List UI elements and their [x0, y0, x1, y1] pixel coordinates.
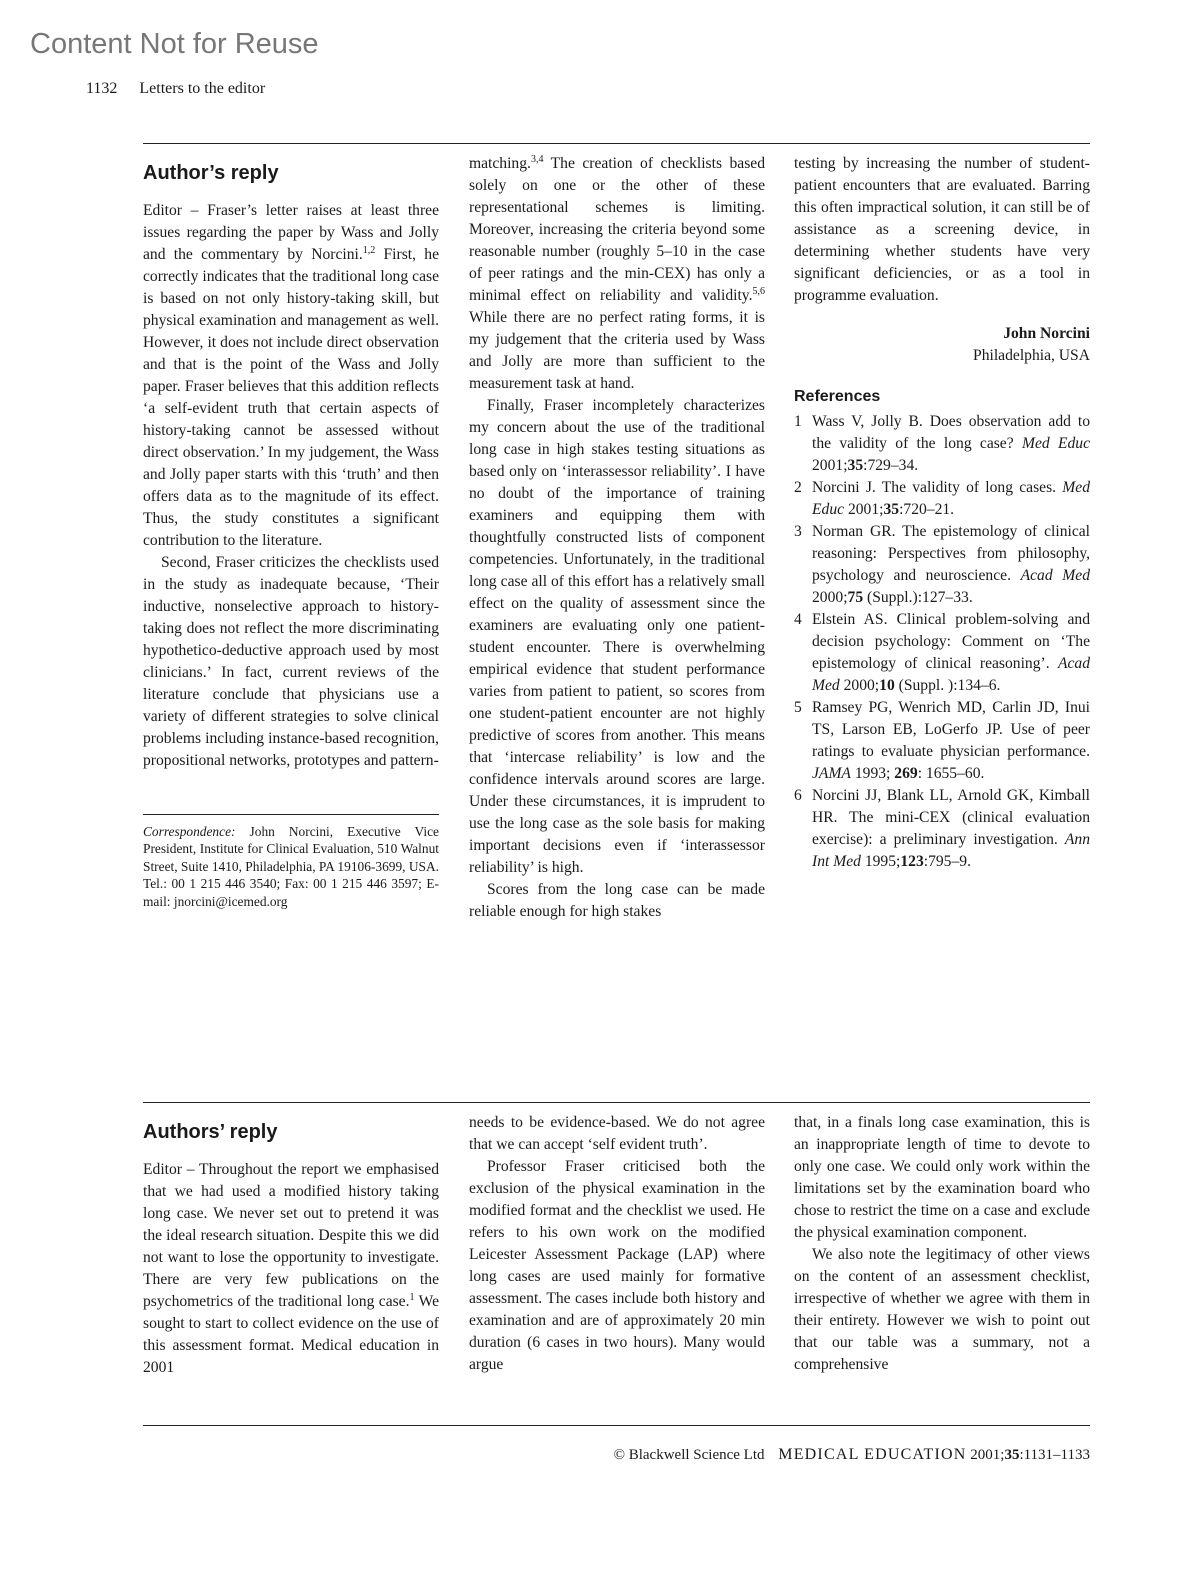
signature-name: John Norcini [1003, 325, 1090, 342]
reference-item: 2 Norcini J. The validity of long cases. Med Educ 2001;35:720–21. [794, 479, 1090, 518]
top-rule [143, 143, 1090, 144]
letter2-heading: Authors’ reply [143, 1121, 278, 1143]
letter2-col2-paragraph-2: Professor Fraser criticised both the exclusion of the physical examination in the modified format and the checklist we used. He refers to his own work on the modified Leicester Assessment Package (LAP) where long cases are used mainly for formative assessment. The cases include both history and examination and are of approximately 20 min duration (6 cases in two hours). Many would argue [469, 1158, 765, 1373]
letter1-heading: Author’s reply [143, 162, 279, 184]
correspondence-text: John Norcini, Executive Vice President, Institute for Clinical Evaluation, 510 Walnut Street, Suite 1410, Philadelphia, PA 19106-3699, USA. Tel.: 00 1 215 446 3540; Fax: 00 1 215 446 3597; E-mail: jnorcini@icemed.org [143, 824, 439, 909]
footer-citation: 2001;35:1131–1133 [970, 1447, 1090, 1463]
letter2-col1-paragraph: Editor – Throughout the report we emphasised that we had used a modified history taking long case. We never set out to pretend it was the ideal research situation. Despite this we did not want to lose the opportunity to investigate. There are very few publications on the psychometrics of the traditional long case.$^1$ We sought to start to collect evidence on the use of this assessment format. Medical education in 2001 [143, 1161, 439, 1376]
letter1-col1-paragraph-2: Second, Fraser criticizes the checklists used in the study as inadequate because, ‘Their inductive, nonselective approach to history-taking does not reflect the more discriminating hypothetico-deductive approach used by most clinicians.’ In fact, current reviews of the literature conclude that physicians use a variety of different strategies to solve clinical problems including instance-based recognition, propositional networks, prototypes and pattern- [143, 554, 439, 769]
references-heading: References [794, 388, 881, 405]
running-head [86, 80, 265, 98]
letter1-col2-paragraph-3: Scores from the long case can be made reliable enough for high stakes [469, 881, 765, 920]
watermark: Content Not for Reuse [30, 28, 319, 60]
letter1-col2-paragraph-2: Finally, Fraser incompletely characterizes my concern about the use of the traditional long case in high stakes testing situations as based only on ‘interassessor reliability’. I have no doubt of the importance of training examiners and equipping them with thoughtfully constructed lists of component competencies. Unfortunately, in the traditional long case all of this effort has a relatively small effect on the quality of assessment since the examiners are evaluating only one patient-student encounter. There is overwhelming empirical evidence that student performance varies from patient to patient, so scores from one student-patient encounter are not highly predictive of scores from another. This means that ‘intercase reliability’ is low and the confidence intervals around scores are large. Under these circumstances, it is imprudent to use the long case as the sole basis for making important decisions even if ‘interassessor reliability’ is high. [469, 397, 765, 876]
letter1-col2-paragraph-1: matching.$^{3,4}$ The creation of checklists based solely on one or the other of these representational schemes is limiting. Moreover, increasing the criteria beyond some reasonable number (roughly 5–10 in the case of peer ratings and the min-CEX) has only a minimal effect on reliability and validity.$^{5,6}$ While there are no perfect rating forms, it is my judgement that the criteria used by Wass and Jolly are more than sufficient to the measurement task at hand. [469, 153, 765, 392]
letter2-col3-paragraph-1: that, in a finals long case examination, this is an inappropriate length of time to devote to only one case. We could only work within the limitations set by the examination board who chose to restrict the time on a case and exclude the physical examination component. [794, 1114, 1090, 1241]
letter2-col3-paragraph-2: We also note the legitimacy of other views on the content of an assessment checklist, irrespective of whether we agree with them in their entirety. However we wish to point out that our table was a summary, not a comprehensive [794, 1246, 1090, 1373]
running-head-section: Letters to the editor [139, 80, 266, 97]
footer-journal: MEDICAL EDUCATION [778, 1446, 967, 1463]
reference-item: 3 Norman GR. The epistemology of clinical reasoning: Perspectives from philosophy, psychology and neuroscience. Acad Med 2000;75 (Suppl.):127–33. [794, 523, 1090, 606]
letter1-column-1 [143, 160, 439, 910]
letter2-col2-paragraph-1: needs to be evidence-based. We do not agree that we can accept ‘self evident truth’. [469, 1114, 765, 1153]
letter2-column-3 [794, 1112, 1090, 1376]
page-footer [614, 1446, 1090, 1464]
letter1-column-2 [469, 153, 765, 923]
correspondence-label: Correspondence: [143, 824, 236, 839]
letter1-col1-paragraph-1: Editor – Fraser’s letter raises at least three issues regarding the paper by Wass and Jolly and the commentary by Norcini.$^{1,2}$ First, he correctly indicates that the traditional long case is based on not only history-taking skill, but physical examination and management as well. However, it does not include direct observation and that is the point of the Wass and Jolly paper. Fraser believes that this addition reflects ‘a self-evident truth that certain aspects of history-taking cannot be assessed without direct observation.’ In my judgement, the Wass and Jolly paper starts with this ‘truth’ and then offers data as to the magnitude of its effect. Thus, the study constitutes a significant contribution to the literature. [143, 202, 439, 549]
bottom-rule [143, 1425, 1090, 1426]
reference-list [794, 411, 1090, 873]
letter1-column-3 [794, 153, 1090, 873]
letter2-column-2 [469, 1112, 765, 1376]
letter1-col3-paragraph: testing by increasing the number of student-patient encounters that are evaluated. Barring this often impractical solution, it can still be of assistance as a screening device, in determining whether students have very significant deficiencies, or as a tool in programme evaluation. [794, 155, 1090, 304]
signature-place: Philadelphia, USA [973, 347, 1090, 364]
signature [794, 323, 1090, 367]
page-number: 1132 [86, 80, 118, 97]
reference-item: 6 Norcini JJ, Blank LL, Arnold GK, Kimball HR. The mini-CEX (clinical evaluation exercise): a preliminary investigation. Ann Int Med 1995;123:795–9. [794, 787, 1090, 870]
correspondence-note [143, 823, 439, 910]
reference-item: 4 Elstein AS. Clinical problem-solving and decision psychology: Comment on ‘The epistemology of clinical reasoning’. Acad Med 2000;10 (Suppl. ):134–6. [794, 611, 1090, 694]
correspondence-rule [143, 814, 439, 815]
reference-item: 5 Ramsey PG, Wenrich MD, Carlin JD, Inui TS, Larson EB, LoGerfo JP. Use of peer ratings to evaluate physician performance. JAMA 1993; 269: 1655–60. [794, 699, 1090, 782]
letter2-column-1 [143, 1119, 439, 1379]
mid-rule [143, 1102, 1090, 1103]
footer-copyright: © Blackwell Science Ltd [613, 1447, 765, 1463]
reference-item: 1 Wass V, Jolly B. Does observation add to the validity of the long case? Med Educ 2001;35:729–34. [794, 413, 1090, 474]
